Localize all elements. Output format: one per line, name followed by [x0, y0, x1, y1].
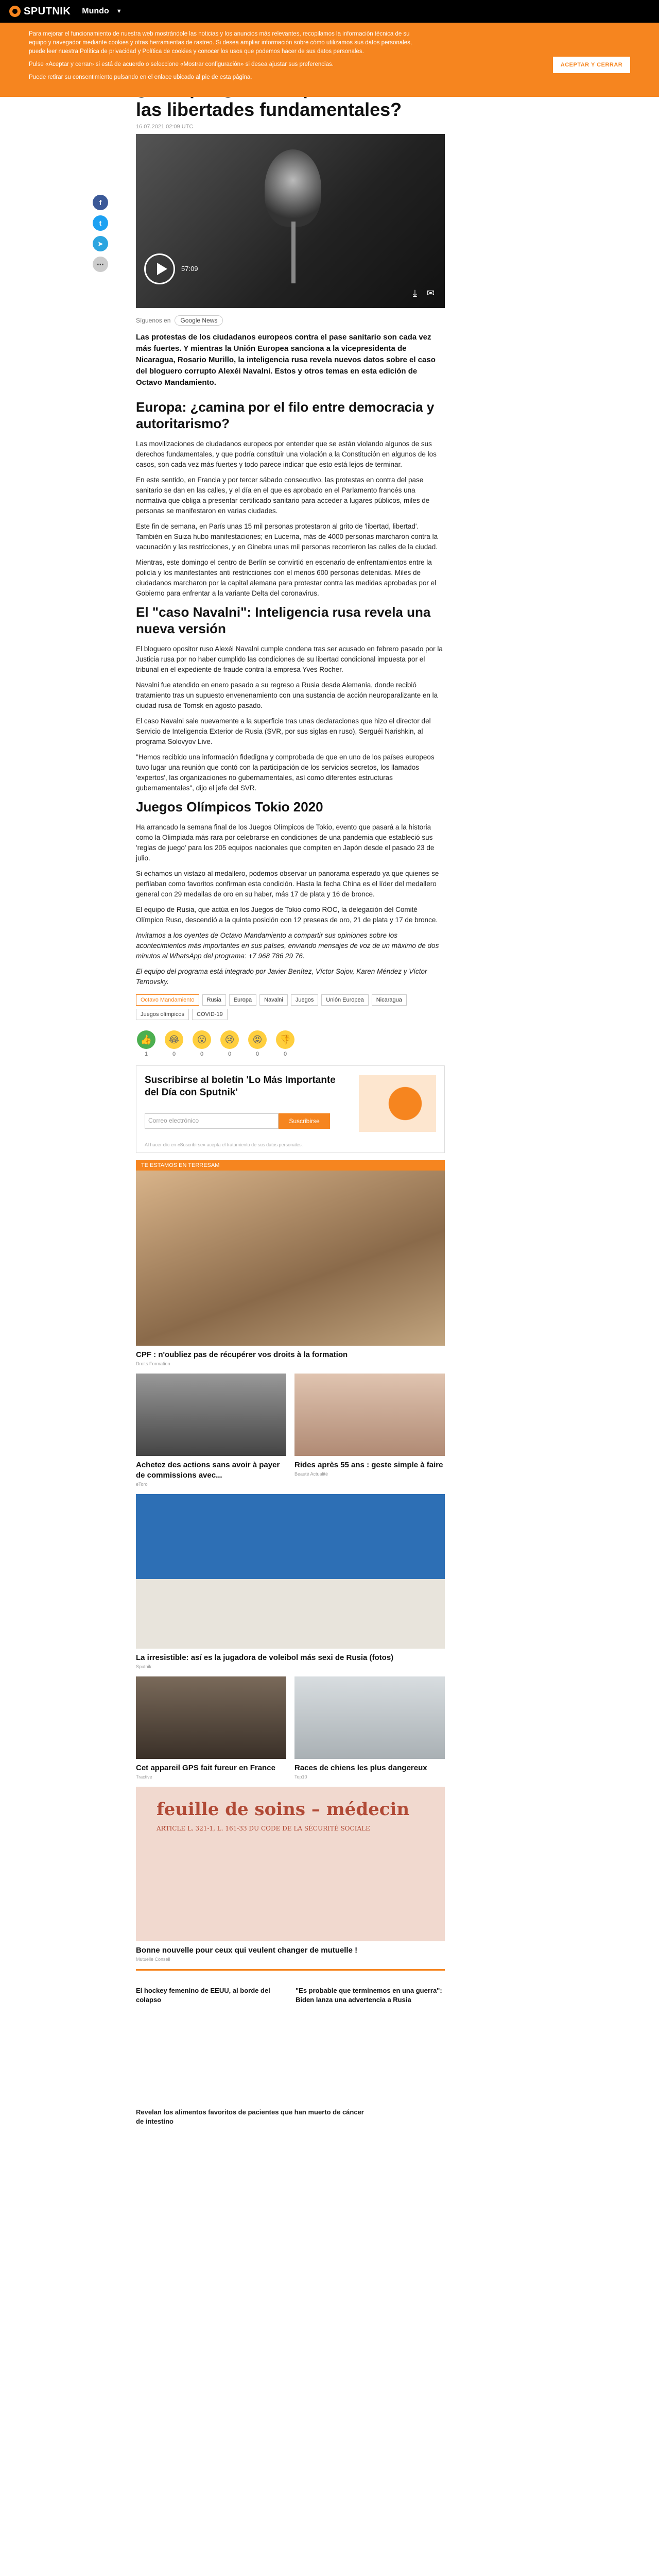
tag[interactable]: Octavo Mandamiento [136, 994, 199, 1006]
reaction-count: 0 [283, 1051, 287, 1057]
tag[interactable]: Europa [229, 994, 256, 1006]
like-icon: 👍 [137, 1030, 155, 1049]
reaction-sad[interactable] [219, 1030, 240, 1057]
reaction-like[interactable] [136, 1030, 157, 1057]
promo-source: Tractive [136, 1774, 152, 1780]
promo-title[interactable]: Achetez des actions sans avoir à payer de commissions avec... [136, 1461, 280, 1480]
promo-title[interactable]: Races de chiens les plus dangereux [294, 1764, 427, 1772]
promo-image[interactable] [136, 1676, 286, 1759]
download-icon[interactable]: ⤓ [413, 288, 417, 298]
twitter-icon[interactable]: t [93, 215, 108, 231]
dislike-icon: 👎 [276, 1030, 294, 1049]
article-lead: Las protestas de los ciudadanos europeos contra el pase sanitario son cada vez más fuertes. Y mientras la Unión Europea sanciona a la vicepresidenta de Nicaragua, Rosario Murillo, la inteligencia rusa revela nuevos datos sobre el caso del bloguero corrupto Alexéi Navalni. Estos y otros temas en esta edición de Octavo Mandamiento. [136, 333, 436, 387]
promo-source: Beauté Actualité [294, 1471, 328, 1477]
promo-source: Sputnik [136, 1664, 152, 1669]
tag[interactable]: Navalni [259, 994, 288, 1006]
promo-title[interactable]: Bonne nouvelle pour ceux qui veulent changer de mutuelle ! [136, 1946, 358, 1955]
reaction-count: 0 [200, 1051, 204, 1057]
related-link[interactable]: Revelan los alimentos favoritos de pacientes que han muerto de cáncer de intestino [136, 2108, 364, 2125]
promo-image-subtitle: ARTICLE L. 321-1, L. 161-33 DU CODE DE LA SÉCURITÉ SOCIALE [157, 1825, 370, 1832]
cookie-text-2: Pulse «Aceptar y cerrar» si está de acuerdo o seleccione «Mostrar configuración» si desea ajustar sus preferencias. [29, 61, 334, 67]
top-navigation-bar [0, 0, 659, 23]
tag[interactable]: Rusia [202, 994, 226, 1006]
promo-image[interactable] [136, 1374, 286, 1456]
paragraph: "Hemos recibido una información fidedigna y comprobada de que en uno de los países europeos tuvo lugar una reunión que contó con la participación de los servicios secretos, los llamados 'expertos', las organizaciones no gubernamentales, así como diferentes estructuras gubernamentales", dijo el jefe del SVR. [136, 753, 435, 792]
related-link[interactable]: "Es probable que terminemos en una guerra": Biden lanza una advertencia a Rusia [296, 1987, 442, 2004]
reaction-dislike[interactable] [275, 1030, 296, 1057]
section-heading: Europa: ¿camina por el filo entre democracia y autoritarismo? [136, 399, 435, 431]
paragraph: Invitamos a los oyentes de Octavo Mandamiento a compartir sus opiniones sobre los acontecimientos más importantes en sus países, enviando mensajes de voz de un máximo de dos minutos al WhatsApp del programa: +7 968 786 29 76. [136, 931, 439, 960]
player-artwork [265, 149, 321, 227]
google-news-button[interactable]: Google News [175, 315, 223, 326]
paragraph: Navalni fue atendido en enero pasado a su regreso a Rusia desde Alemania, donde recibió tratamiento tras un supuesto envenenamiento con una sustancia de acción neuroparalizante en la ciudad rusa de Tomsk en agosto pasado. [136, 681, 438, 709]
promo-image-title: feuille de soins – médecin [157, 1799, 410, 1820]
promo-title[interactable]: Cet appareil GPS fait fureur en France [136, 1764, 275, 1772]
audio-duration: 57:09 [181, 265, 198, 273]
tag[interactable]: Juegos olímpicos [136, 1009, 189, 1020]
article [136, 77, 445, 2126]
promo-image[interactable] [136, 1171, 445, 1346]
google-news-follow [136, 315, 445, 326]
paragraph: El equipo de Rusia, que actúa en los Juegos de Tokio como ROC, la delegación del Comité Olímpico Ruso, descendió a la quinta posición con 12 preseas de oro, 21 de plata y 17 de bronce. [136, 906, 438, 924]
newsletter-box [136, 1065, 445, 1153]
promo-pair [136, 1676, 445, 1787]
sputnik-logo[interactable] [9, 6, 71, 18]
divider [136, 1969, 445, 1971]
promo-title[interactable]: La irresistible: así es la jugadora de voleibol más sexi de Rusia (fotos) [136, 1653, 394, 1662]
section-heading: Juegos Olímpicos Tokio 2020 [136, 799, 323, 815]
paragraph: En este sentido, en Francia y por tercer sábado consecutivo, las protestas en contra del pase sanitario se dan en las calles, y el día en el que es aprobado en el Parlamento francés una normativa que obliga a presentar certificado sanitario para acceder a lugares públicos, miles de personas se manifestaron en varias ciudades. [136, 476, 430, 515]
promo-source: eToro [136, 1482, 148, 1487]
promo-image[interactable] [294, 1676, 445, 1759]
gnews-label: Síguenos en [136, 317, 171, 324]
reaction-angry[interactable] [247, 1030, 268, 1057]
sad-icon: 😢 [220, 1030, 239, 1049]
cookie-banner [0, 23, 659, 97]
promo-image[interactable] [294, 1374, 445, 1456]
logo-icon [9, 6, 21, 17]
cookie-text-3: Puede retirar su consentimiento pulsando en el enlace ubicado al pie de esta página. [29, 74, 252, 80]
telegram-icon[interactable]: ➤ [93, 236, 108, 251]
chevron-down-icon[interactable]: ▼ [116, 8, 122, 14]
article-date: 16.07.2021 02:09 UTC [136, 124, 194, 130]
promo-image[interactable] [136, 1494, 445, 1649]
reaction-count: 0 [228, 1051, 232, 1057]
subscribe-button[interactable]: Suscribirse [279, 1113, 330, 1129]
newsletter-email-input[interactable]: Correo electrónico [145, 1113, 279, 1129]
tag[interactable]: Unión Europea [321, 994, 368, 1006]
section-heading: El "caso Navalni": Inteligencia rusa revela una nueva versión [136, 604, 431, 636]
mail-icon[interactable]: ✉ [426, 288, 435, 298]
promo-source: Top10 [294, 1774, 307, 1780]
paragraph: Mientras, este domingo el centro de Berlín se convirtió en escenario de enfrentamientos entre la policía y los manifestantes anti restricciones con el menos 600 personas detenidas. Miles de ciudadanos marcharon por la capital alemana para protestar contra las medidas aprobadas por el Gobierno para enfrentar a la variante Delta del coronavirus. [136, 558, 437, 597]
reaction-count: 0 [255, 1051, 259, 1057]
share-bar [93, 195, 108, 272]
facebook-icon[interactable]: f [93, 195, 108, 210]
promo-label: TE ESTAMOS EN TERRESAM [136, 1160, 445, 1171]
reaction-count: 1 [144, 1051, 148, 1057]
related-links [136, 1986, 445, 2005]
newsletter-title: Suscribirse al boletín 'Lo Más Importante del Día con Sputnik' [145, 1075, 336, 1098]
paragraph: Ha arrancado la semana final de los Juegos Olímpicos de Tokio, evento que pasará a la historia como la Olimpiada más rara por celebrarse en condiciones de una pandemia que estableció sus 'reglas de juego' para los 205 equipos nacionales que compiten en Japón desde el pasado 23 de julio. [136, 823, 435, 862]
paragraph: El caso Navalni sale nuevamente a la superficie tras unas declaraciones que hizo el director del Servicio de Inteligencia Exterior de Rusia (SVR, por sus siglas en ruso), Serguéi Narishkin, al programa Solovyov Live. [136, 717, 431, 745]
tag[interactable]: Juegos [291, 994, 318, 1006]
promo-source: Mutuelle Conseil [136, 1957, 170, 1962]
paragraph: Las movilizaciones de ciudadanos europeos por entender que se están violando algunos de sus derechos fundamentales, y que podría constituir una violación a la Constitución en algunos de los casos, son cada vez más fuertes y todo parece indicar que esto está lejos de terminar. [136, 440, 437, 468]
promo-pair [136, 1374, 445, 1494]
paragraph: El bloguero opositor ruso Alexéi Navalni cumple condena tras ser acusado en febrero pasado por la Justicia rusa por no haber cumplido las condiciones de su libertad condicional impuesta por el tribunal en el expediente de fraude contra la empresa Yves Rocher. [136, 645, 443, 673]
angry-icon: 😡 [248, 1030, 267, 1049]
reaction-laugh[interactable] [164, 1030, 184, 1057]
cookie-text: Para mejorar el funcionamiento de nuestra web mostrándole las noticias y los anuncios más relevantes, recopilamos la información técnica de su equipo y navegador mediante cookies y otras herramientas de rastreo. Si desea ampliar información sobre cómo utilizamos sus datos personales, puede leer nuestra Política de privacidad y Política de cookies y conocer los usos que podemos hacer de sus datos personales. [29, 31, 412, 55]
promo-image[interactable] [136, 1787, 445, 1941]
more-share-icon[interactable]: ⋯ [93, 257, 108, 272]
paragraph: Si echamos un vistazo al medallero, podemos observar un panorama esperado ya que quienes se perfilaban como favoritos confirman esta condición. Hasta la fecha China es el líder del medallero general con 29 medallas de oro en su haber, más 17 de plata y 16 de bronce. [136, 870, 439, 898]
related-link[interactable]: El hockey femenino de EEUU, al borde del colapso [136, 1987, 270, 2004]
reactions [136, 1030, 445, 1057]
section-menu[interactable]: Mundo [82, 7, 109, 15]
reaction-surprise[interactable] [192, 1030, 212, 1057]
promo-title[interactable]: CPF : n'oubliez pas de récupérer vos droits à la formation [136, 1350, 348, 1359]
newsletter-legal: Al hacer clic en «Suscribirse» acepta el tratamiento de sus datos personales. [145, 1142, 303, 1147]
audio-player[interactable] [136, 134, 445, 308]
tag[interactable]: COVID-19 [192, 1009, 228, 1020]
tag[interactable]: Nicaragua [372, 994, 407, 1006]
tag-list [136, 994, 445, 1020]
promo-title[interactable]: Rides après 55 ans : geste simple à faire [294, 1461, 443, 1469]
player-artwork-stem [291, 222, 296, 283]
laugh-icon: 😂 [165, 1030, 183, 1049]
article-title: las libertades fundamentales? [136, 99, 402, 120]
paragraph: El equipo del programa está integrado por Javier Benítez, Víctor Sojov, Karen Méndez y Víctor Ternovsky. [136, 968, 427, 986]
accept-cookies-button[interactable]: ACEPTAR Y CERRAR [553, 57, 630, 73]
logo-text: SPUTNIK [24, 5, 71, 17]
newsletter-illustration [359, 1075, 436, 1132]
play-icon[interactable] [144, 253, 175, 284]
surprise-icon: 😮 [193, 1030, 211, 1049]
reaction-count: 0 [172, 1051, 176, 1057]
paragraph: Este fin de semana, en París unas 15 mil personas protestaron al grito de 'libertad, libertad'. También en Suiza hubo manifestaciones; en Lucerna, más de 4000 personas marcharon contra la vacunación y las restricciones, y en Ginebra unas mil personas recorrieron las calles de la ciudad. [136, 522, 438, 551]
promo-source: Droits Formation [136, 1361, 170, 1366]
